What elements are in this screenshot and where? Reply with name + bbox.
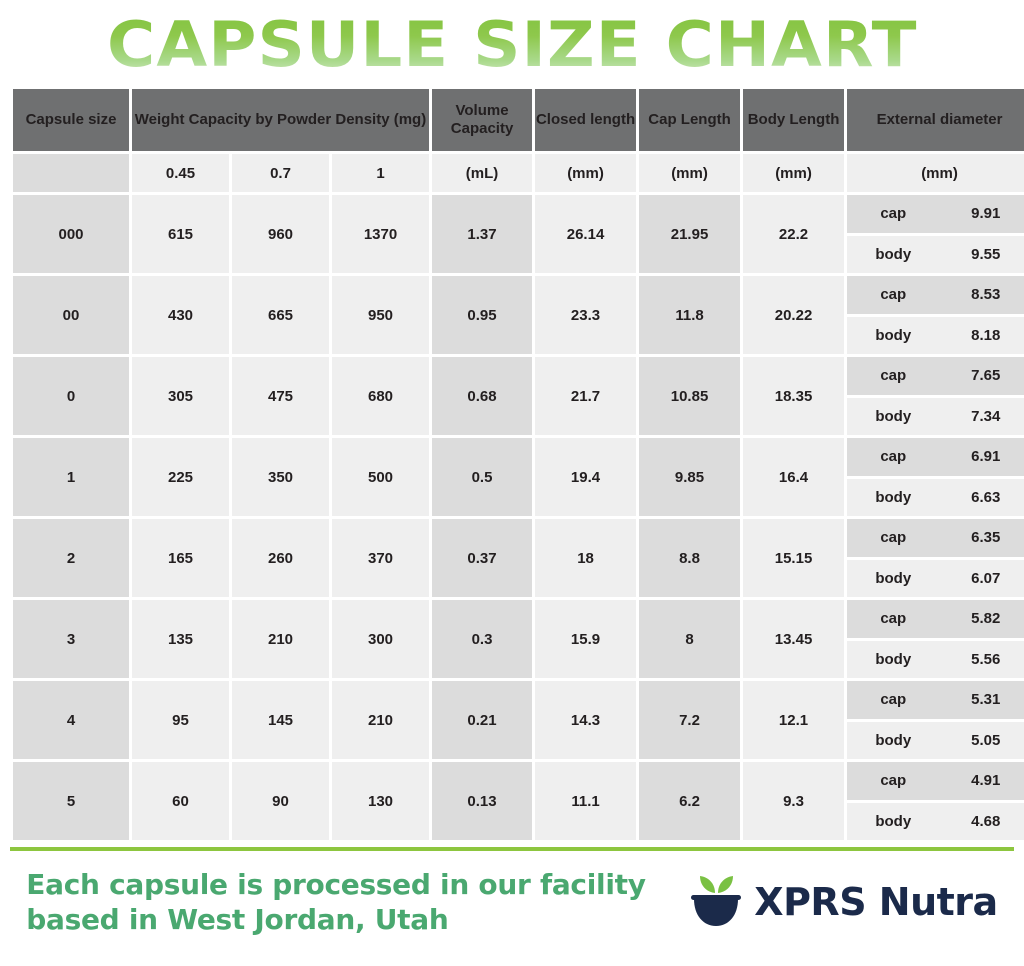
header-capsule-size: Capsule size <box>13 89 129 151</box>
cell-external-diameter <box>847 600 1024 678</box>
cell-weight-07: 145 <box>232 681 329 759</box>
external-body-line <box>847 398 1024 436</box>
external-body-value: 4.68 <box>971 812 1001 830</box>
cell-capsule-size: 4 <box>13 681 129 759</box>
external-cap-line <box>847 681 1024 719</box>
cell-external-diameter <box>847 276 1024 354</box>
external-cap-line <box>847 357 1024 395</box>
cell-body-length: 20.22 <box>743 276 844 354</box>
cell-weight-07: 350 <box>232 438 329 516</box>
cell-weight-1: 210 <box>332 681 429 759</box>
external-cap-label: cap <box>880 367 907 385</box>
external-cap-line <box>847 195 1024 233</box>
cell-closed-length: 11.1 <box>535 762 636 840</box>
cell-weight-045: 60 <box>132 762 229 840</box>
cell-volume: 0.95 <box>432 276 532 354</box>
external-body-line <box>847 236 1024 274</box>
header-closed-length: Closed length <box>535 89 636 151</box>
cell-weight-07: 475 <box>232 357 329 435</box>
page-title-container <box>0 0 1024 86</box>
external-body-label: body <box>875 326 912 344</box>
cell-weight-1: 1370 <box>332 195 429 273</box>
cell-closed-length: 14.3 <box>535 681 636 759</box>
external-body-label: body <box>875 569 912 587</box>
cell-cap-length: 10.85 <box>639 357 740 435</box>
subheader-density-045: 0.45 <box>132 154 229 192</box>
header-row <box>13 89 1024 151</box>
cell-capsule-size: 5 <box>13 762 129 840</box>
external-cap-line <box>847 600 1024 638</box>
cell-closed-length: 21.7 <box>535 357 636 435</box>
cell-weight-1: 950 <box>332 276 429 354</box>
cell-volume: 0.3 <box>432 600 532 678</box>
cell-volume: 1.37 <box>432 195 532 273</box>
cell-weight-07: 665 <box>232 276 329 354</box>
external-cap-value: 7.65 <box>971 367 1001 385</box>
cell-external-diameter <box>847 519 1024 597</box>
cell-weight-045: 225 <box>132 438 229 516</box>
subheader-volume-unit: (mL) <box>432 154 532 192</box>
cell-closed-length: 26.14 <box>535 195 636 273</box>
cell-body-length: 12.1 <box>743 681 844 759</box>
external-cap-line <box>847 762 1024 800</box>
external-cap-line <box>847 438 1024 476</box>
external-cap-label: cap <box>880 610 907 628</box>
external-body-label: body <box>875 488 912 506</box>
cell-closed-length: 23.3 <box>535 276 636 354</box>
cell-body-length: 9.3 <box>743 762 844 840</box>
cell-weight-1: 130 <box>332 762 429 840</box>
cell-body-length: 22.2 <box>743 195 844 273</box>
cell-body-length: 18.35 <box>743 357 844 435</box>
cell-volume: 0.21 <box>432 681 532 759</box>
cell-cap-length: 21.95 <box>639 195 740 273</box>
external-cap-label: cap <box>880 448 907 466</box>
cell-volume: 0.5 <box>432 438 532 516</box>
external-body-line <box>847 317 1024 355</box>
cell-cap-length: 8.8 <box>639 519 740 597</box>
cell-weight-07: 960 <box>232 195 329 273</box>
external-body-value: 7.34 <box>971 407 1001 425</box>
external-cap-label: cap <box>880 529 907 547</box>
subheader-density-1: 1 <box>332 154 429 192</box>
cell-closed-length: 18 <box>535 519 636 597</box>
table-row <box>13 195 1024 273</box>
cell-external-diameter <box>847 438 1024 516</box>
external-cap-value: 5.31 <box>971 691 1001 709</box>
external-cap-label: cap <box>880 205 907 223</box>
cell-external-diameter <box>847 357 1024 435</box>
cell-weight-045: 135 <box>132 600 229 678</box>
capsule-size-table <box>10 86 1024 843</box>
cell-body-length: 13.45 <box>743 600 844 678</box>
external-body-label: body <box>875 812 912 830</box>
cell-weight-045: 305 <box>132 357 229 435</box>
table-row <box>13 438 1024 516</box>
cell-weight-045: 95 <box>132 681 229 759</box>
external-body-label: body <box>875 245 912 263</box>
external-body-line <box>847 560 1024 598</box>
cell-external-diameter <box>847 681 1024 759</box>
header-external-diameter: External diameter <box>847 89 1024 151</box>
brand-logo <box>688 873 997 931</box>
cell-weight-1: 370 <box>332 519 429 597</box>
footer-tagline: Each capsule is processed in our facility based in West Jordan, Utah <box>26 868 646 936</box>
cell-body-length: 15.15 <box>743 519 844 597</box>
cell-weight-1: 300 <box>332 600 429 678</box>
footer <box>0 851 1024 937</box>
cell-volume: 0.37 <box>432 519 532 597</box>
header-weight-capacity: Weight Capacity by Powder Density (mg) <box>132 89 429 151</box>
header-volume-capacity: Volume Capacity <box>432 89 532 151</box>
subheader-density-07: 0.7 <box>232 154 329 192</box>
header-body-length: Body Length <box>743 89 844 151</box>
external-body-value: 9.55 <box>971 245 1001 263</box>
table-row <box>13 762 1024 840</box>
cell-weight-045: 165 <box>132 519 229 597</box>
subheader-blank <box>13 154 129 192</box>
cell-weight-1: 680 <box>332 357 429 435</box>
external-cap-label: cap <box>880 286 907 304</box>
cell-weight-07: 90 <box>232 762 329 840</box>
cell-capsule-size: 3 <box>13 600 129 678</box>
external-cap-line <box>847 276 1024 314</box>
cell-capsule-size: 00 <box>13 276 129 354</box>
cell-cap-length: 11.8 <box>639 276 740 354</box>
cell-weight-07: 260 <box>232 519 329 597</box>
external-body-line <box>847 722 1024 760</box>
external-cap-line <box>847 519 1024 557</box>
cell-closed-length: 15.9 <box>535 600 636 678</box>
table-row <box>13 600 1024 678</box>
table-row <box>13 357 1024 435</box>
cell-capsule-size: 0 <box>13 357 129 435</box>
cell-weight-1: 500 <box>332 438 429 516</box>
external-body-value: 5.05 <box>971 731 1001 749</box>
external-body-label: body <box>875 407 912 425</box>
external-body-value: 6.07 <box>971 569 1001 587</box>
external-cap-value: 6.91 <box>971 448 1001 466</box>
cell-capsule-size: 000 <box>13 195 129 273</box>
cell-cap-length: 8 <box>639 600 740 678</box>
cell-body-length: 16.4 <box>743 438 844 516</box>
table-container <box>0 86 1024 843</box>
page-title: CAPSULE SIZE CHART <box>106 8 918 81</box>
cell-volume: 0.68 <box>432 357 532 435</box>
external-body-label: body <box>875 731 912 749</box>
table-header <box>13 89 1024 192</box>
external-cap-label: cap <box>880 691 907 709</box>
subheader-row <box>13 154 1024 192</box>
external-body-value: 5.56 <box>971 650 1001 668</box>
external-body-line <box>847 479 1024 517</box>
cell-cap-length: 6.2 <box>639 762 740 840</box>
subheader-cap-unit: (mm) <box>639 154 740 192</box>
table-body <box>13 195 1024 840</box>
external-cap-value: 4.91 <box>971 772 1001 790</box>
external-body-value: 8.18 <box>971 326 1001 344</box>
cell-capsule-size: 2 <box>13 519 129 597</box>
cell-weight-045: 615 <box>132 195 229 273</box>
brand-name: XPRS Nutra <box>754 880 998 924</box>
cell-cap-length: 7.2 <box>639 681 740 759</box>
cell-external-diameter <box>847 195 1024 273</box>
header-cap-length: Cap Length <box>639 89 740 151</box>
external-cap-value: 8.53 <box>971 286 1001 304</box>
subheader-closed-unit: (mm) <box>535 154 636 192</box>
external-body-line <box>847 803 1024 841</box>
leaf-mortar-icon <box>688 873 744 931</box>
cell-weight-07: 210 <box>232 600 329 678</box>
cell-weight-045: 430 <box>132 276 229 354</box>
cell-cap-length: 9.85 <box>639 438 740 516</box>
external-body-line <box>847 641 1024 679</box>
subheader-body-unit: (mm) <box>743 154 844 192</box>
external-cap-label: cap <box>880 772 907 790</box>
cell-capsule-size: 1 <box>13 438 129 516</box>
cell-external-diameter <box>847 762 1024 840</box>
table-row <box>13 681 1024 759</box>
external-cap-value: 5.82 <box>971 610 1001 628</box>
external-body-value: 6.63 <box>971 488 1001 506</box>
cell-closed-length: 19.4 <box>535 438 636 516</box>
external-cap-value: 9.91 <box>971 205 1001 223</box>
external-cap-value: 6.35 <box>971 529 1001 547</box>
cell-volume: 0.13 <box>432 762 532 840</box>
external-body-label: body <box>875 650 912 668</box>
subheader-external-unit: (mm) <box>847 154 1024 192</box>
table-row <box>13 276 1024 354</box>
table-row <box>13 519 1024 597</box>
